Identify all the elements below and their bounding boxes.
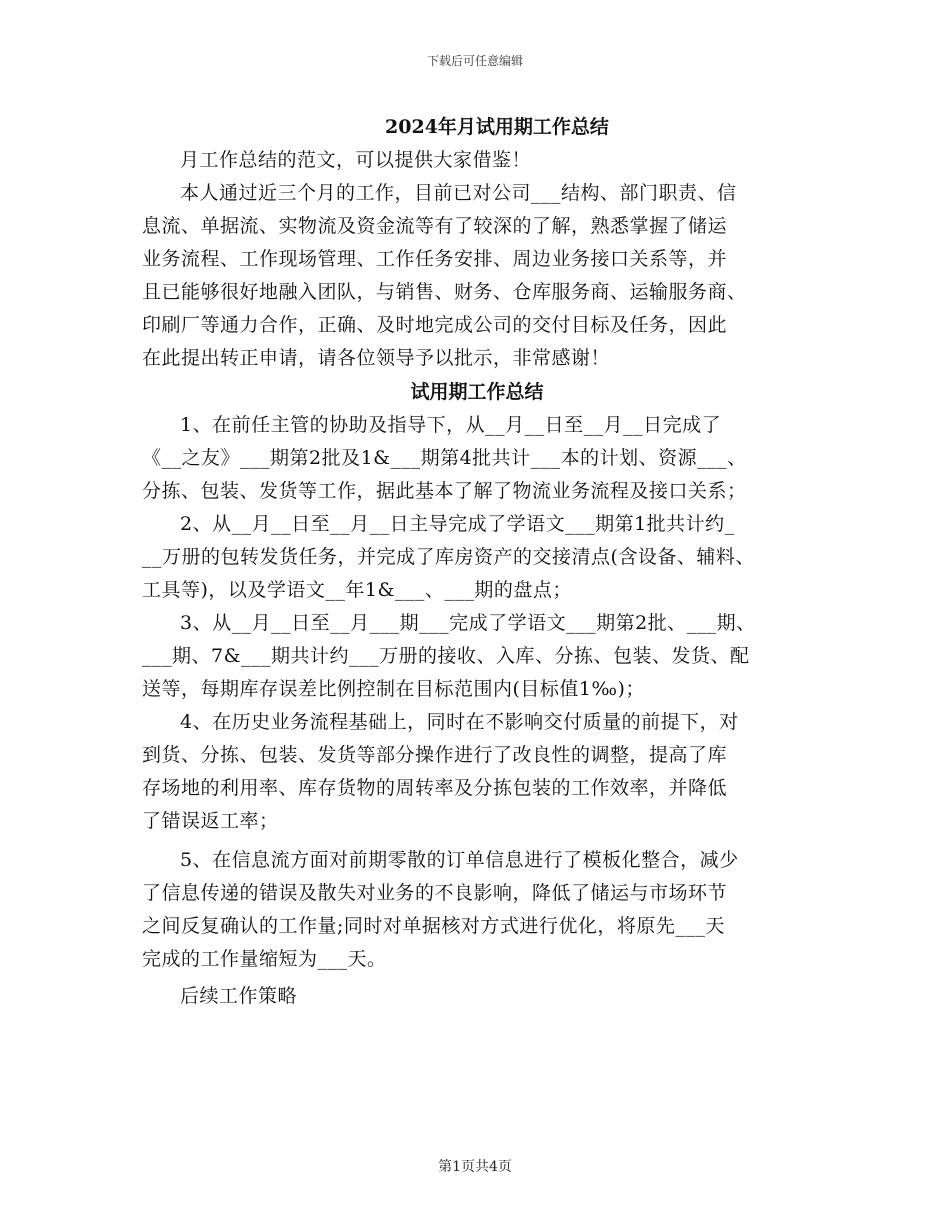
paragraph-1 [142,177,812,375]
paragraph-line: ___期、7&___期共计约___万册的接收、入库、分拣、包装、发货、配 [142,645,750,667]
header-note: 下载后可任意编辑 [426,54,523,68]
intro-text: 月工作总结的范文，可以提供大家借鉴！ [180,149,532,171]
paragraph-line: 存场地的利用率、库存货物的周转率及分拣包装的工作效率，并降低 [142,777,728,799]
paragraph-line: 3、从__月__日至__月___期___完成了学语文___期第2批、___期、 [180,612,756,634]
section-heading: 试用期工作总结 [410,381,544,403]
paragraph-line: 息流、单据流、实物流及资金流等有了较深的了解，熟悉掌握了储运 [142,215,728,237]
paragraph-line: 工具等)，以及学语文__年1&___、___期的盘点； [142,579,572,601]
paragraph-line: 2、从__月__日至__月__日主导完成了学语文___期第1批共计约_ [180,513,735,535]
paragraph-line: 完成的工作量缩短为___天。 [142,948,387,970]
paragraph-line: 《__之友》___期第2批及1&___期第4批共计___本的计划、资源___、 [142,447,747,469]
paragraph-line: 5、在信息流方面对前期零散的订单信息进行了模板化整合，减少 [180,849,739,871]
paragraph-line: 印刷厂等通力合作，正确、及时地完成公司的交付目标及任务，因此 [142,314,728,336]
paragraph-line: 且已能够很好地融入团队，与销售、财务、仓库服务商、运输服务商、 [142,281,747,303]
paragraph-line: 分拣、包装、发货等工作，据此基本了解了物流业务流程及接口关系； [142,480,747,502]
paragraph-line: 本人通过近三个月的工作，目前已对公司___结构、部门职责、信 [180,182,737,204]
paragraph-line: __万册的包转发货任务，并完成了库房资产的交接清点(含设备、辅料、 [142,546,755,568]
paragraph-line: 之间反复确认的工作量;同时对单据核对方式进行优化，将原先___天 [142,915,725,937]
document-body [142,110,812,1013]
document-title: 2024年月试用期工作总结 [385,116,609,138]
paragraph-line: 到货、分拣、包装、发货等部分操作进行了改良性的调整，提高了库 [142,744,728,766]
paragraph-line: 了错误返工率； [142,810,279,832]
paragraph-line: 了信息传递的错误及散失对业务的不良影响，降低了储运与市场环节 [142,882,728,904]
list-item-1 [142,409,812,508]
paragraph-line: 在此提出转正申请，请各位领导予以批示，非常感谢！ [142,347,611,369]
intro-line [142,144,812,177]
list-item-2 [142,508,812,607]
section-label [142,980,812,1013]
paragraph-line: 业务流程、工作现场管理、工作任务安排、周边业务接口关系等，并 [142,248,728,270]
paragraph-line: 4、在历史业务流程基础上，同时在不影响交付质量的前提下，对 [180,711,739,733]
list-item-3 [142,607,812,706]
list-item-5 [142,844,812,976]
paragraph-line: 1、在前任主管的协助及指导下，从__月__日至__月__日完成了 [180,414,722,436]
list-item-4 [142,706,812,838]
section-label-text: 后续工作策略 [180,985,298,1007]
paragraph-line: 送等，每期库存误差比例控制在目标范围内(目标值1‰)； [142,678,645,700]
page-number: 第1页共4页 [438,1159,512,1175]
